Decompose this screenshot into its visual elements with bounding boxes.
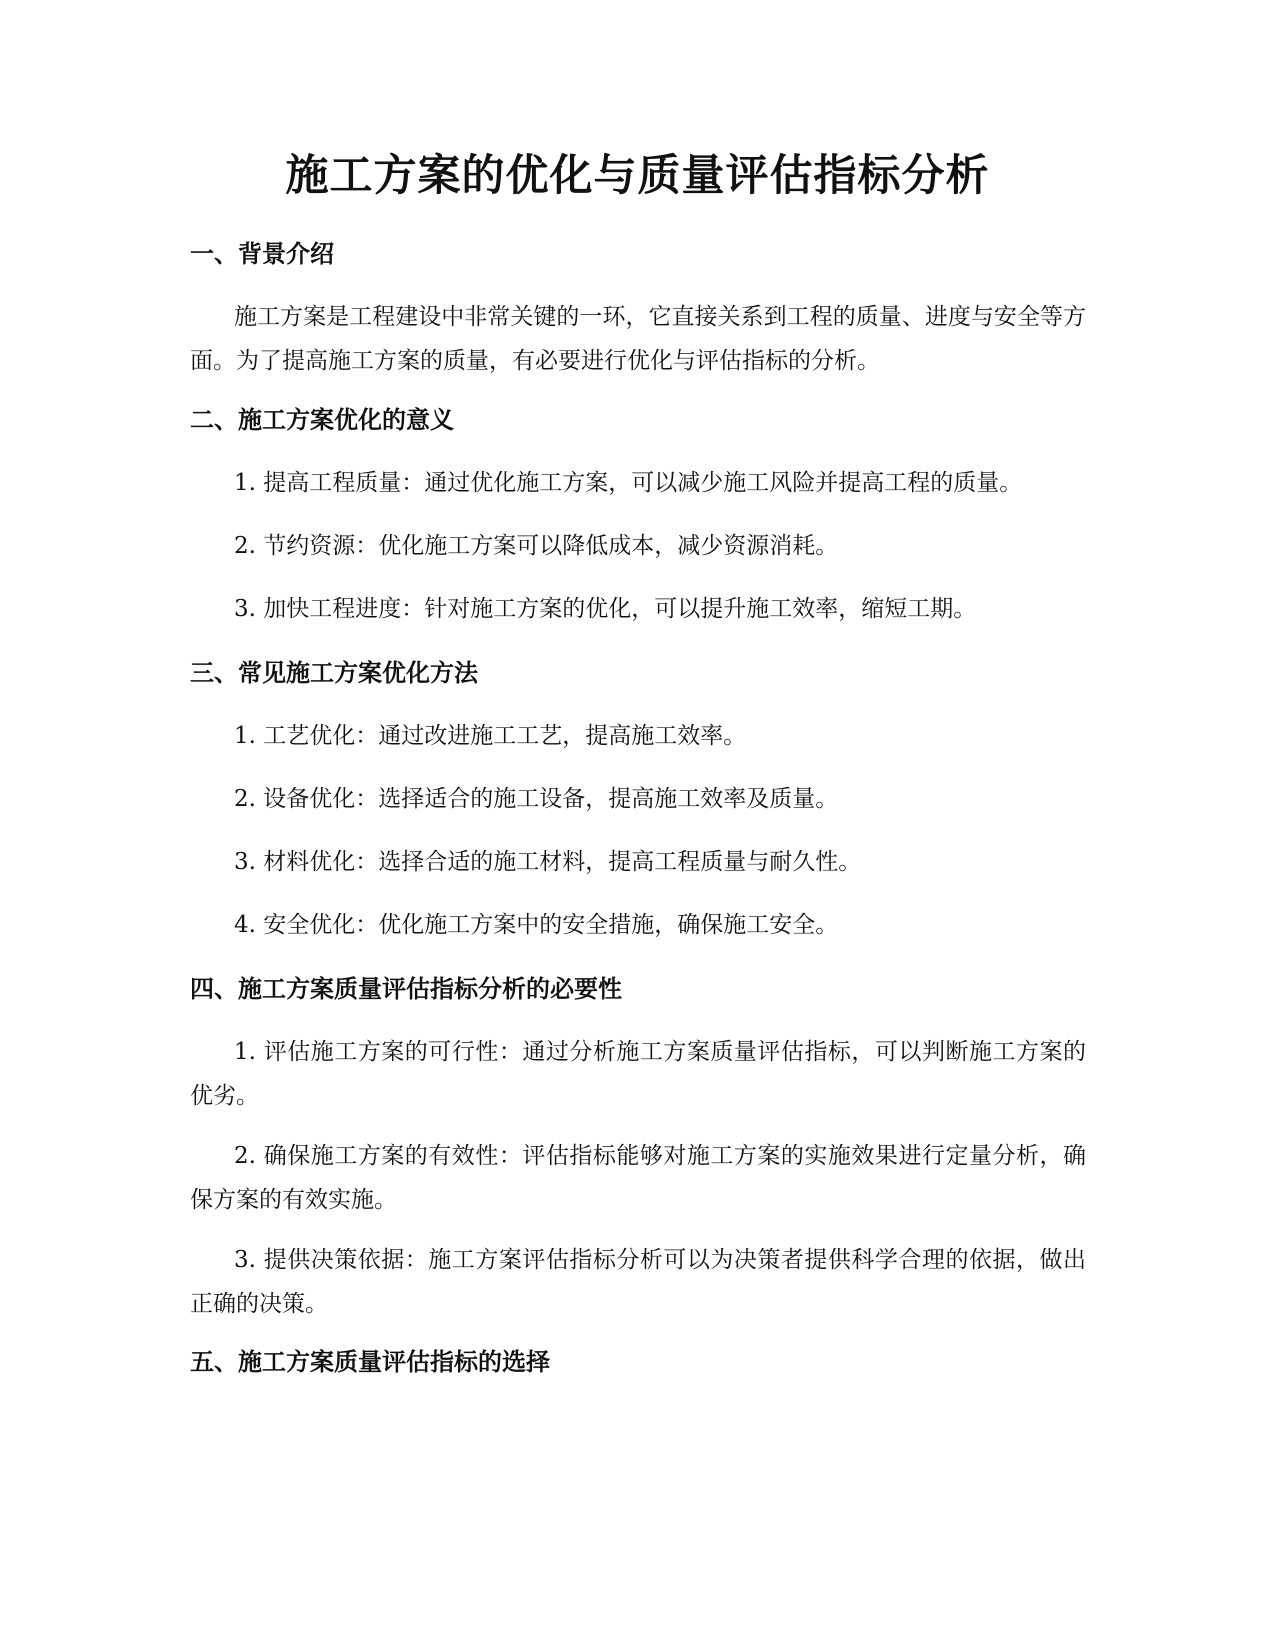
list-item: 2. 确保施工方案的有效性：评估指标能够对施工方案的实施效果进行定量分析，确保方案的有效实施。 — [190, 1143, 1086, 1213]
paragraph-background: 施工方案是工程建设中非常关键的一环，它直接关系到工程的质量、进度与安全等方面。为了提高施工方案的质量，有必要进行优化与评估指标的分析。 — [190, 304, 1086, 374]
document-title: 施工方案的优化与质量评估指标分析 — [285, 151, 990, 201]
list-item: 3. 提供决策依据：施工方案评估指标分析可以为决策者提供科学合理的依据，做出正确的决策。 — [190, 1247, 1086, 1317]
section-heading-necessity: 四、施工方案质量评估指标分析的必要性 — [190, 975, 622, 1003]
list-item: 3. 加快工程进度：针对施工方案的优化，可以提升施工效率，缩短工期。 — [234, 596, 977, 622]
list-item: 2. 节约资源：优化施工方案可以降低成本，减少资源消耗。 — [234, 533, 839, 559]
section-heading-significance: 二、施工方案优化的意义 — [190, 406, 454, 434]
list-item: 3. 材料优化：选择合适的施工材料，提高工程质量与耐久性。 — [234, 849, 862, 875]
list-item: 4. 安全优化：优化施工方案中的安全措施，确保施工安全。 — [234, 912, 839, 938]
list-item: 2. 设备优化：选择适合的施工设备，提高施工效率及质量。 — [234, 786, 839, 812]
section-heading-methods: 三、常见施工方案优化方法 — [190, 659, 478, 687]
list-item: 1. 工艺优化：通过改进施工工艺，提高施工效率。 — [234, 723, 747, 749]
list-item: 1. 提高工程质量：通过优化施工方案，可以减少施工风险并提高工程的质量。 — [234, 470, 1023, 496]
section-heading-selection: 五、施工方案质量评估指标的选择 — [190, 1348, 550, 1376]
section-heading-background: 一、背景介绍 — [190, 240, 334, 268]
list-item: 1. 评估施工方案的可行性：通过分析施工方案质量评估指标，可以判断施工方案的优劣。 — [190, 1039, 1086, 1109]
